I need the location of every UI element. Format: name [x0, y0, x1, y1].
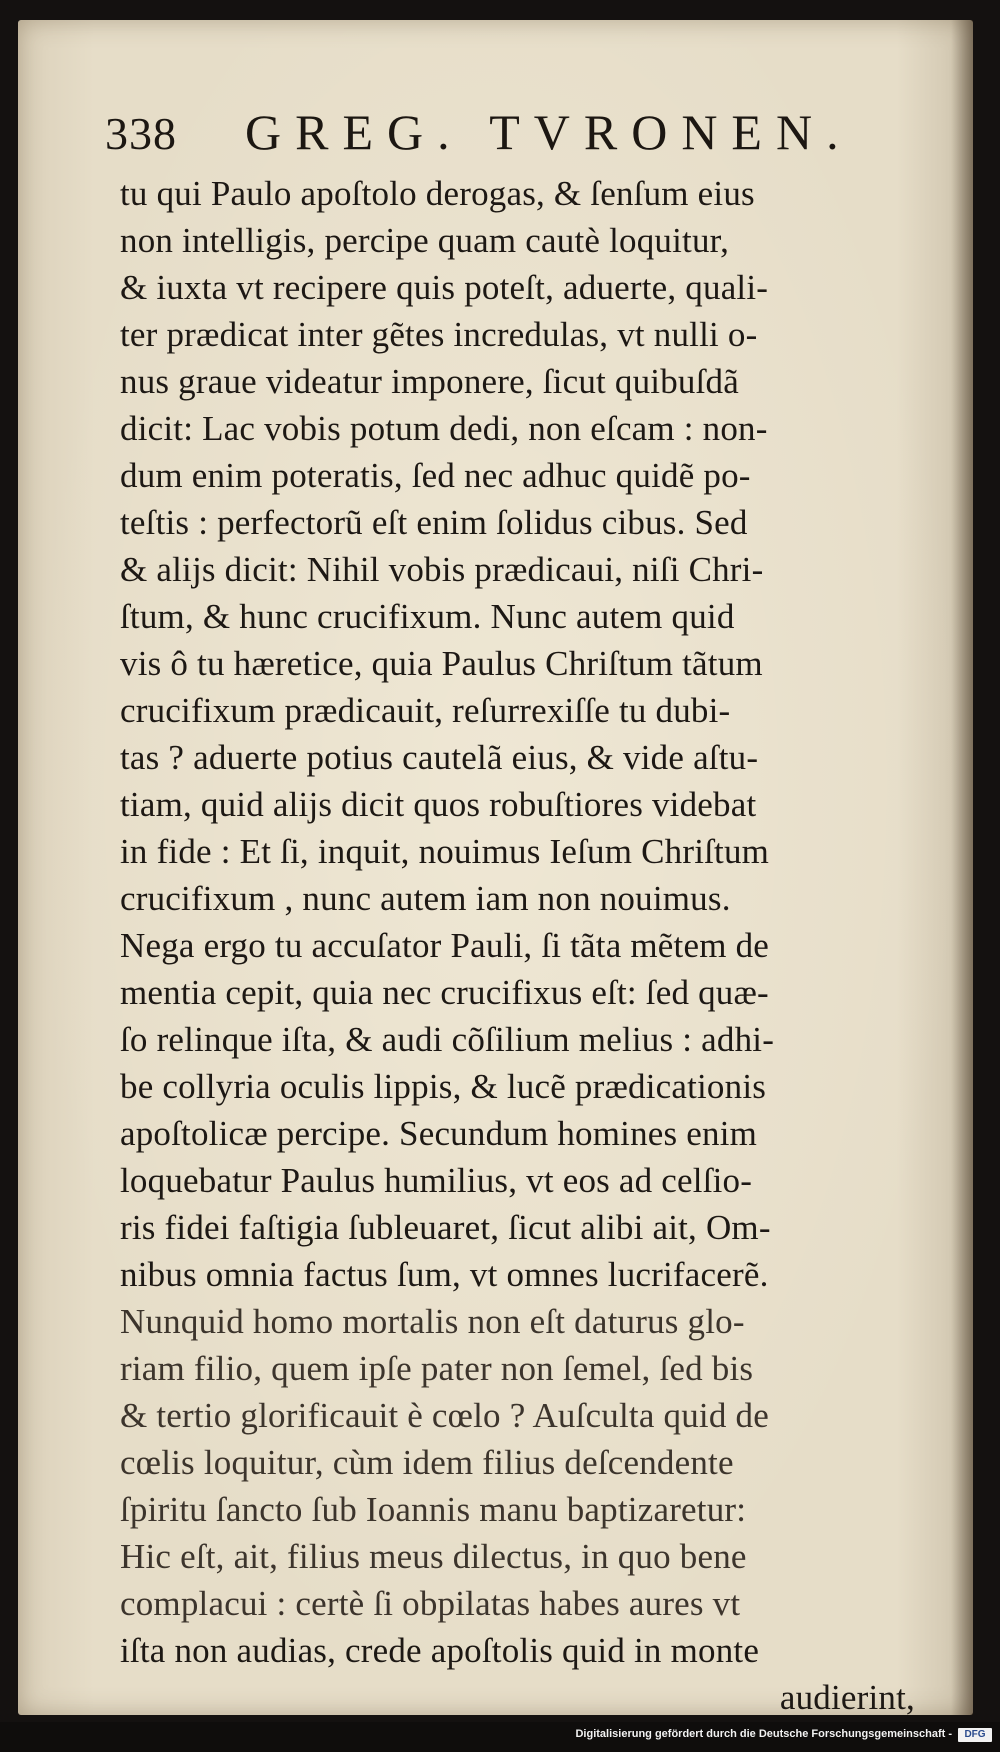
- text-line: ſo relinque iſta, & audi cõſilium melius : adhi-: [120, 1020, 775, 1059]
- text-line: & iuxta vt recipere quis poteſt, aduerte, quali-: [120, 268, 769, 307]
- text-line: ter prædicat inter gẽtes incredulas, vt nulli o-: [120, 315, 758, 354]
- catchword: audierint,: [779, 1678, 915, 1717]
- text-line: ſpiritu ſancto ſub Ioannis manu baptizaretur:: [120, 1490, 747, 1529]
- text-line: tas ? aduerte potius cautelã eius, & vide aſtu-: [120, 738, 759, 777]
- text-line: loquebatur Paulus humilius, vt eos ad celſio-: [120, 1161, 753, 1200]
- text-line: cœlis loquitur, cùm idem filius deſcendente: [120, 1443, 734, 1482]
- text-line: iſta non audias, crede apoſtolis quid in monte: [120, 1631, 760, 1670]
- text-line: vis ô tu hæretice, quia Paulus Chriſtum tãtum: [120, 644, 763, 683]
- text-line: complacui : certè ſi obpilatas habes aures vt: [120, 1584, 741, 1623]
- text-line: non intelligis, percipe quam cautè loquitur,: [120, 221, 730, 260]
- text-line: riam filio, quem ipſe pater non ſemel, ſed bis: [120, 1349, 754, 1388]
- text-line: apoſtolicæ percipe. Secundum homines enim: [120, 1114, 758, 1153]
- dfg-logo: DFG: [958, 1728, 992, 1742]
- text-line: crucifixum , nunc autem iam non nouimus.: [120, 879, 731, 918]
- text-line: tiam, quid alijs dicit quos robuſtiores videbat: [120, 785, 757, 824]
- text-line: nus graue videatur imponere, ſicut quibuſdã: [120, 362, 739, 401]
- text-line: be collyria oculis lippis, & lucẽ prædicationis: [120, 1067, 767, 1106]
- text-line: crucifixum prædicauit, reſurrexiſſe tu dubi-: [120, 691, 731, 730]
- text-line: nibus omnia factus ſum, vt omnes lucrifacerẽ.: [120, 1255, 769, 1294]
- text-line: Nega ergo tu accuſator Pauli, ſi tãta mẽtem de: [120, 926, 770, 965]
- running-head-title: GREG. TVRONEN.: [245, 104, 853, 160]
- text-line: & alijs dicit: Nihil vobis prædicaui, niſi Chri-: [120, 550, 764, 589]
- text-line: & tertio glorificauit è cœlo ? Auſculta quid de: [120, 1396, 769, 1435]
- text-line: dicit: Lac vobis potum dedi, non eſcam : non-: [120, 409, 768, 448]
- text-line: in fide : Et ſi, inquit, nouimus Ieſum Chriſtum: [120, 832, 770, 871]
- digitization-footer: [0, 1722, 1000, 1752]
- page-number: 338: [105, 108, 177, 159]
- text-line: dum enim poteratis, ſed nec adhuc quidẽ po-: [120, 456, 751, 495]
- text-line: ris fidei faſtigia ſubleuaret, ſicut alibi ait, Om-: [120, 1208, 771, 1247]
- text-line: Nunquid homo mortalis non eſt daturus glo-: [120, 1302, 745, 1341]
- text-line: teſtis : perfectorũ eſt enim ſolidus cibus. Sed: [120, 503, 748, 542]
- text-body: [120, 170, 920, 1721]
- text-line: mentia cepit, quia nec crucifixus eſt: ſed quæ-: [120, 973, 769, 1012]
- text-line: Hic eſt, ait, filius meus dilectus, in quo bene: [120, 1537, 747, 1576]
- text-line: ſtum, & hunc crucifixum. Nunc autem quid: [120, 597, 735, 636]
- footer-credit: Digitalisierung gefördert durch die Deutsche Forschungsgemeinschaft -: [575, 1728, 952, 1740]
- text-line: tu qui Paulo apoſtolo derogas, & ſenſum eius: [120, 174, 755, 213]
- gutter-shadow: [951, 20, 973, 1715]
- running-head: [105, 95, 865, 165]
